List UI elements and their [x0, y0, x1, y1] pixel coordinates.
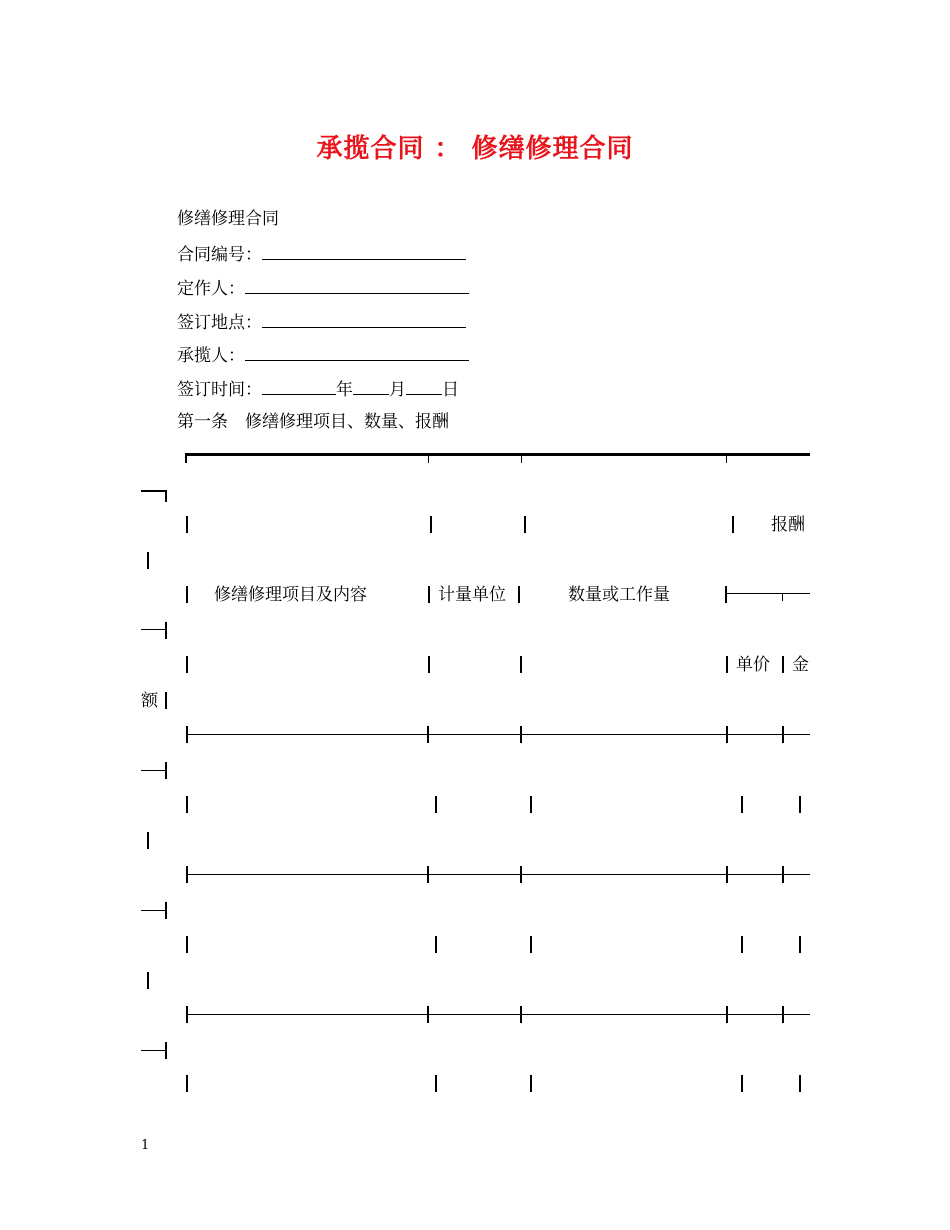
amount-header-wrap: 额: [141, 691, 158, 711]
contract-number-field: 合同编号：: [177, 243, 466, 266]
month-blank[interactable]: [353, 378, 389, 395]
contractor-blank[interactable]: [245, 344, 469, 361]
page-title: 承揽合同 ： 修缮修理合同: [316, 134, 634, 164]
row-separator: [186, 874, 810, 875]
year-blank[interactable]: [262, 378, 336, 395]
row-separator: [186, 1014, 810, 1015]
amount-header: 金: [792, 655, 809, 675]
orderer-blank[interactable]: [245, 277, 469, 294]
table-top-border: [185, 453, 810, 456]
quantity-header: 数量或工作量: [568, 585, 670, 605]
contract-number-blank[interactable]: [262, 243, 466, 260]
sign-date-field: 签订时间： 年 月 日: [177, 380, 459, 400]
article-one-heading: 第一条 修缮修理项目、数量、报酬: [177, 412, 449, 432]
price-header: 单价: [736, 655, 770, 675]
sign-place-field: 签订地点：: [177, 311, 466, 334]
orderer-field: 定作人：: [177, 277, 469, 300]
unit-header: 计量单位: [438, 585, 506, 605]
row-separator: [186, 734, 810, 735]
reward-header: 报酬: [771, 515, 805, 535]
day-blank[interactable]: [406, 378, 442, 395]
sign-place-blank[interactable]: [262, 311, 466, 328]
contractor-field: 承揽人：: [177, 344, 469, 367]
project-header: 修缮修理项目及内容: [214, 585, 367, 605]
page-number: 1: [141, 1138, 150, 1153]
doc-heading: 修缮修理合同: [177, 209, 279, 229]
